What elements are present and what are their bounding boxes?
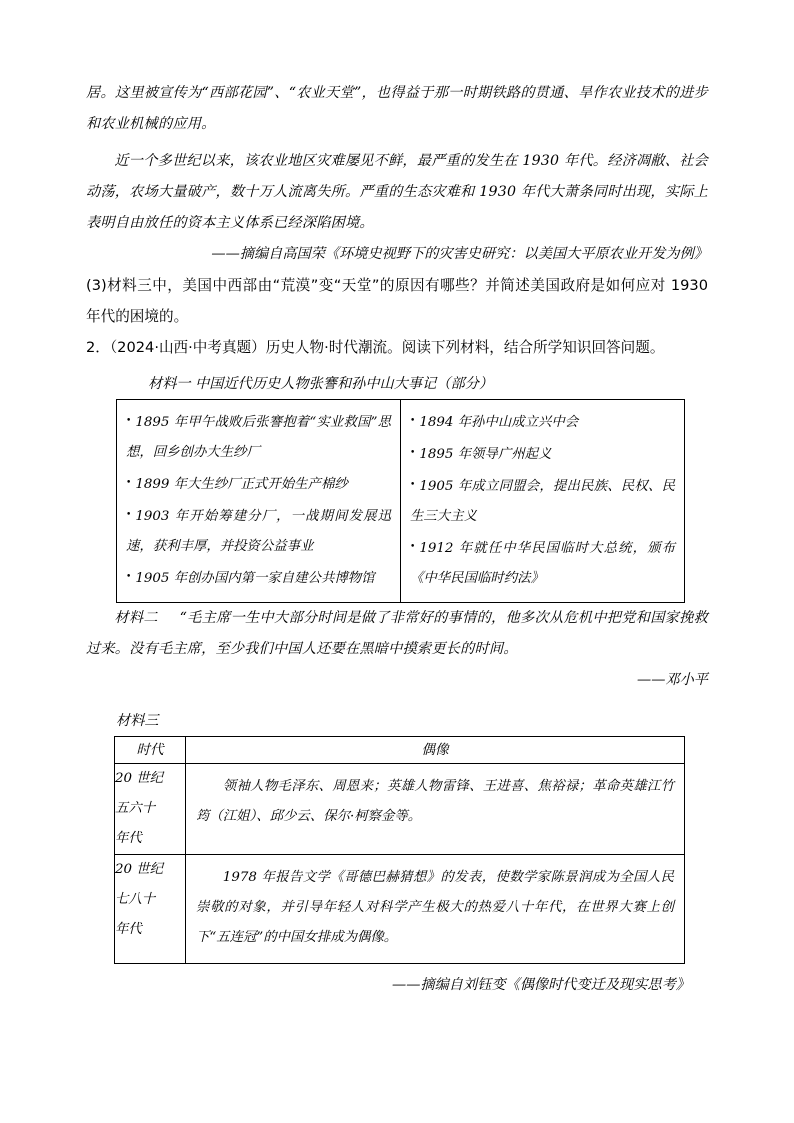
question-2-header: 2．（2024·山西·中考真题）历史人物·时代潮流。阅读下列材料，结合所学知识回答问题。 bbox=[86, 339, 665, 356]
era-line: 七八十 bbox=[115, 892, 156, 907]
table-row bbox=[117, 400, 685, 603]
era-line: 20 世纪 bbox=[115, 771, 164, 786]
paragraph-continuation: 居。这里被宣传为“西部花园”、“农业天堂”，也得益于那一时期铁路的贯通、旱作农业技术的进步和农业机械的应用。 bbox=[86, 85, 708, 132]
table-row bbox=[115, 855, 685, 964]
material-one-table bbox=[116, 399, 685, 603]
list-item: • 1894 年孙中山成立兴中会 bbox=[410, 406, 675, 438]
list-item: • 1912 年就任中华民国临时大总统，颁布《中华民国临时约法》 bbox=[410, 532, 675, 594]
material-two-body: “毛主席一生中大部分时间是做了非常好的事情的，他多次从危机中把党和国家挽救过来。没有毛主席，至少我们中国人还要在黑暗中摸索更长的时间。 bbox=[86, 610, 708, 657]
table-header-row bbox=[115, 737, 685, 764]
idol-text: 1978 年报告文学《哥德巴赫猜想》的发表，使数学家陈景润成为全国人民崇敬的对象，并引导年轻人对科学产生极大的热爱八十年代，在世界大赛上创下“五连冠”的中国女排成为偶像。 bbox=[196, 870, 674, 945]
list-item: • 1905 年创办国内第一家自建公共博物馆 bbox=[126, 562, 391, 594]
material-three-caption: 材料三 bbox=[116, 713, 159, 729]
list-item: • 1903 年开始筹建分厂，一战期间发展迅速，获利丰厚，并投资公益事业 bbox=[126, 500, 391, 562]
era-cell bbox=[115, 764, 186, 855]
column-header-idol: 偶像 bbox=[186, 737, 685, 764]
era-line: 20 世纪 bbox=[115, 862, 164, 877]
material-two-block bbox=[86, 603, 708, 665]
question-3: (3)材料三中，美国中西部由“荒漠”变“天堂”的原因有哪些？并简述美国政府是如何应对 1930 年代的困境的。 bbox=[86, 277, 708, 325]
material-one-right-cell bbox=[401, 400, 685, 603]
material-one-left-cell bbox=[117, 400, 401, 603]
material-one-caption: 材料一 中国近代历史人物张謇和孙中山大事记（部分） bbox=[148, 376, 494, 392]
era-line: 五六十 bbox=[115, 801, 156, 816]
paragraph-dustbowl: 近一个多世纪以来，该农业地区灾难屡见不鲜，最严重的发生在 1930 年代。经济凋敝、社会动荡，农场大量破产，数十万人流离失所。严重的生态灾难和 1930 年代大萧条同时出现，实际上表明自由放任的资本主义体系已经深陷困境。 bbox=[86, 153, 708, 231]
era-line: 年代 bbox=[115, 922, 142, 937]
material-two-label: 材料二 bbox=[114, 610, 158, 626]
material-three-citation: ——摘编自刘钰变《偶像时代变迁及现实思考》 bbox=[392, 977, 690, 993]
citation-source-one: ——摘编自高国荣《环境史视野下的灾害史研究：以美国大平原农业开发为例》 bbox=[211, 246, 708, 262]
list-item: • 1895 年甲午战败后张謇抱着“实业救国”思想，回乡创办大生纱厂 bbox=[126, 406, 391, 468]
idol-cell bbox=[186, 855, 685, 964]
table-row bbox=[115, 764, 685, 855]
material-two-attribution: ——邓小平 bbox=[637, 672, 708, 688]
era-cell bbox=[115, 855, 186, 964]
list-item: • 1905 年成立同盟会，提出民族、民权、民生三大主义 bbox=[410, 470, 675, 532]
material-three-table bbox=[114, 736, 685, 964]
list-item: • 1899 年大生纱厂正式开始生产棉纱 bbox=[126, 468, 391, 500]
idol-cell bbox=[186, 764, 685, 855]
era-line: 年代 bbox=[115, 831, 142, 846]
idol-text: 领袖人物毛泽东、周恩来；英雄人物雷锋、王进喜、焦裕禄；革命英雄江竹筠（江姐）、邱少云、保尔·柯察金等。 bbox=[196, 779, 674, 824]
spacer bbox=[86, 696, 708, 706]
list-item: • 1895 年领导广州起义 bbox=[410, 438, 675, 470]
column-header-era: 时代 bbox=[115, 737, 186, 764]
